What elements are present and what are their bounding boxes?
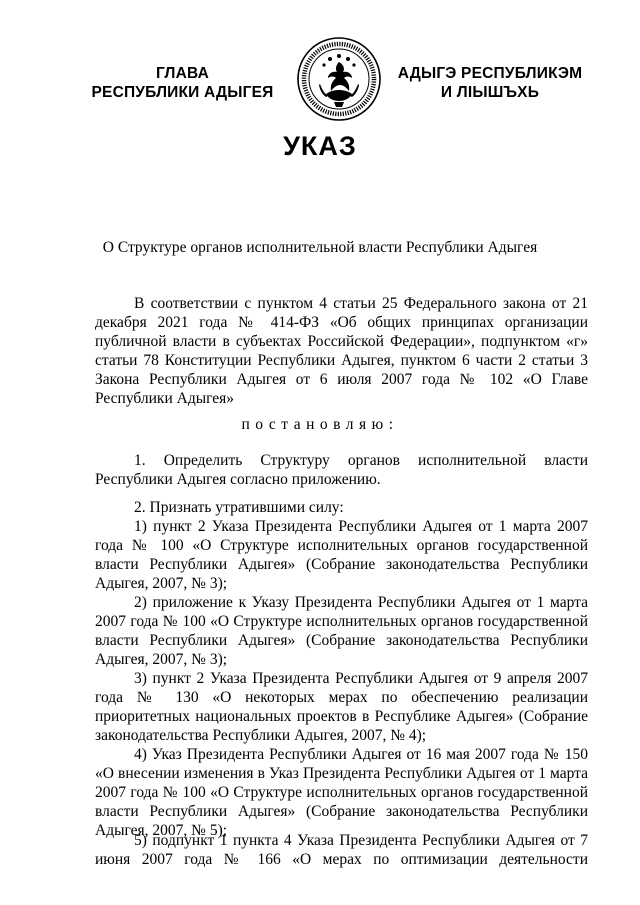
item-2-subitem-4: 4) Указ Президента Республики Адыгея от 16 мая 2007 года № 150 «О внесении изменения в Указ Президента Республики Адыгея от 1 марта 2007 года № 100 «О Структуре исполнительных органов государственной власти Республики Адыгея» (Собрание законодательства Республики Адыгея, 2007, № 5); — [95, 746, 588, 839]
item-2 — [95, 498, 588, 840]
header-left-line-2: РЕСПУБЛИКИ АДЫГЕЯ — [91, 84, 274, 101]
item-2-subitem-5-partial: 5) подпункт 1 пункта 4 Указа Президента Республики Адыгея от 7 июня 2007 года № 166 «О мерах по оптимизации деятельности — [95, 832, 588, 868]
item-2-heading: 2. Признать утратившими силу: — [134, 499, 344, 516]
item-1 — [95, 451, 588, 489]
document-title: УКАЗ — [283, 131, 357, 161]
header-right-line-1: АДЫГЭ РЕСПУБЛИКЭМ — [397, 65, 583, 82]
decree-word: постановляю: — [241, 416, 399, 433]
header-left — [60, 64, 305, 102]
preamble — [95, 294, 588, 408]
header-left-line-1: ГЛАВА — [155, 65, 210, 82]
item-2-subitem-3: 3) пункт 2 Указа Президента Республики Адыгея от 9 апреля 2007 года № 130 «О некоторых мерах по обеспечению реализации приоритетных национальных проектов в Республике Адыгея» (Собрание законодательства Республики Адыгея, 2007, № 4); — [95, 670, 588, 744]
preamble-text: В соответствии с пунктом 4 статьи 25 Федерального закона от 21 декабря 2021 года № 414-ФЗ «Об общих принципах организации публичной власти в субъектах Российской Федерации», подпунктом «г» статьи 78 Конституции Республики Адыгея, пунктом 6 части 2 статьи 3 Закона Республики Адыгея от 6 июля 2007 года № 102 «О Главе Республики Адыгея» — [95, 295, 588, 407]
item-2-subitem-1: 1) пункт 2 Указа Президента Республики Адыгея от 1 марта 2007 года № 100 «О Структуре исполнительных органов государственной власти Республики Адыгея» (Собрание законодательства Республики Адыгея, 2007, № 3); — [95, 518, 588, 592]
item-1-text: 1. Определить Структуру органов исполнительной власти Республики Адыгея согласно приложению. — [95, 452, 588, 488]
header-right — [385, 64, 595, 102]
item-2-subitem-2: 2) приложение к Указу Президента Республики Адыгея от 1 марта 2007 года № 100 «О Структуре исполнительных органов государственной власти Республики Адыгея» (Собрание законодательства Республики Адыгея, 2007, № 3); — [95, 594, 588, 668]
header-right-line-2: И ЛІЫШЪХЬ — [440, 84, 540, 101]
coat-of-arms-emblem — [296, 36, 382, 122]
document-subject: О Структуре органов исполнительной власти Республики Адыгея — [102, 239, 538, 256]
